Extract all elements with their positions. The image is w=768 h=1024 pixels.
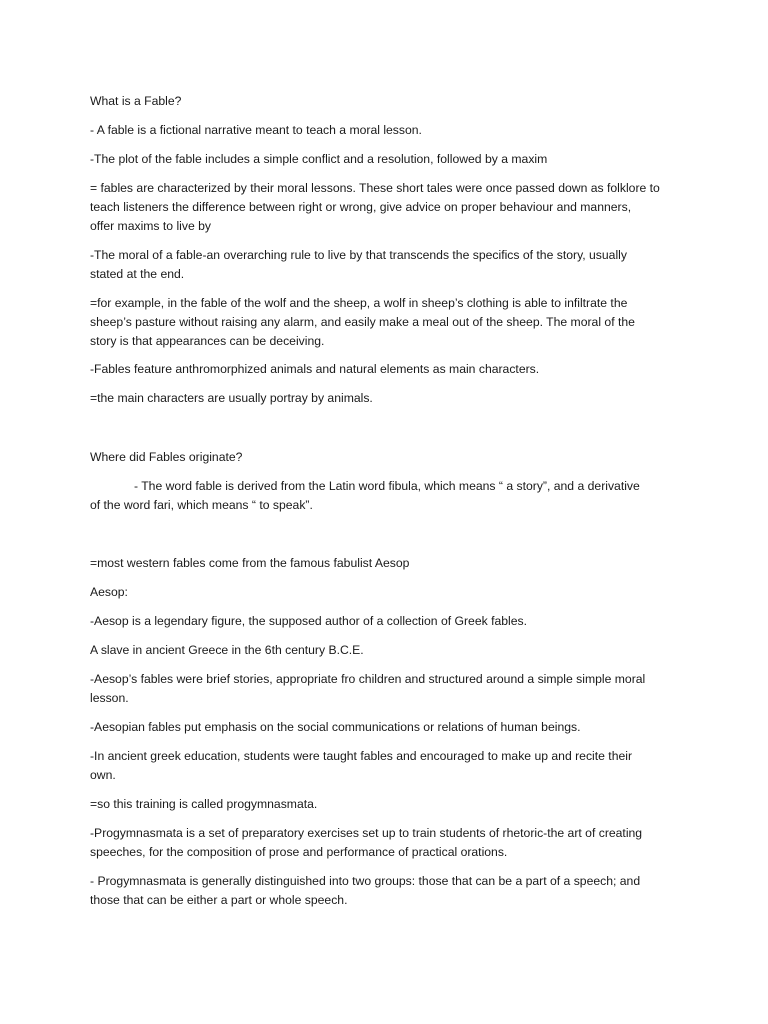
text-line: - A fable is a fictional narrative meant to teach a moral lesson.	[90, 123, 422, 137]
paragraph	[90, 718, 680, 737]
paragraph	[90, 246, 680, 284]
text-line: Where did Fables originate?	[90, 450, 243, 464]
text-line: story is that appearances can be deceiving.	[90, 334, 325, 348]
paragraph	[90, 389, 680, 408]
text-line: -In ancient greek education, students were taught fables and encouraged to make up and recite their	[90, 749, 633, 763]
heading-where-did-fables-originate	[90, 448, 680, 467]
paragraph	[90, 360, 680, 379]
paragraph	[90, 121, 680, 140]
text-line: -Aesop’s fables were brief stories, appropriate fro children and structured around a simple simple moral	[90, 672, 646, 686]
text-line: speeches, for the composition of prose and performance of practical orations.	[90, 845, 508, 859]
text-line: -The plot of the fable includes a simple conflict and a resolution, followed by a maxim	[90, 152, 548, 166]
text-line: - Progymnasmata is generally distinguished into two groups: those that can be a part of a speech; and	[90, 874, 641, 888]
text-line: own.	[90, 768, 116, 782]
heading-what-is-a-fable	[90, 92, 680, 111]
text-line: -Fables feature anthromorphized animals and natural elements as main characters.	[90, 362, 540, 376]
text-line: =for example, in the fable of the wolf and the sheep, a wolf in sheep’s clothing is able to infiltrate the	[90, 296, 628, 310]
text-line: -The moral of a fable-an overarching rule to live by that transcends the specifics of the story, usually	[90, 248, 627, 262]
text-line: What is a Fable?	[90, 94, 182, 108]
text-line: teach listeners the difference between right or wrong, give advice on proper behaviour and manners,	[90, 200, 632, 214]
paragraph	[90, 670, 680, 708]
paragraph	[90, 747, 680, 785]
paragraph	[90, 150, 680, 169]
paragraph	[90, 872, 680, 910]
paragraph	[90, 179, 680, 236]
text-line: stated at the end.	[90, 267, 185, 281]
text-line: Aesop:	[90, 585, 128, 599]
text-line: A slave in ancient Greece in the 6th century B.C.E.	[90, 643, 364, 657]
paragraph	[90, 612, 680, 631]
text-line: -Aesop is a legendary figure, the supposed author of a collection of Greek fables.	[90, 614, 527, 628]
text-line: -Aesopian fables put emphasis on the social communications or relations of human beings.	[90, 720, 581, 734]
text-line: =the main characters are usually portray by animals.	[90, 391, 373, 405]
text-line: those that can be either a part or whole speech.	[90, 893, 348, 907]
heading-aesop	[90, 583, 680, 602]
paragraph	[90, 554, 680, 573]
text-line: lesson.	[90, 691, 129, 705]
text-line: =so this training is called progymnasmata.	[90, 797, 318, 811]
text-line: - The word fable is derived from the Latin word fibula, which means “ a story”, and a derivative	[134, 479, 640, 493]
text-line: = fables are characterized by their moral lessons. These short tales were once passed down as folklore to	[90, 181, 660, 195]
paragraph	[90, 824, 680, 862]
paragraph	[90, 641, 680, 660]
text-line: -Progymnasmata is a set of preparatory exercises set up to train students of rhetoric-the art of creating	[90, 826, 643, 840]
text-line: sheep’s pasture without raising any alarm, and easily make a meal out of the sheep. The moral of the	[90, 315, 635, 329]
paragraph	[90, 294, 680, 351]
text-line: =most western fables come from the famous fabulist Aesop	[90, 556, 410, 570]
paragraph	[90, 477, 680, 515]
text-line: offer maxims to live by	[90, 219, 212, 233]
paragraph	[90, 795, 680, 814]
text-line: of the word fari, which means “ to speak”.	[90, 498, 313, 512]
